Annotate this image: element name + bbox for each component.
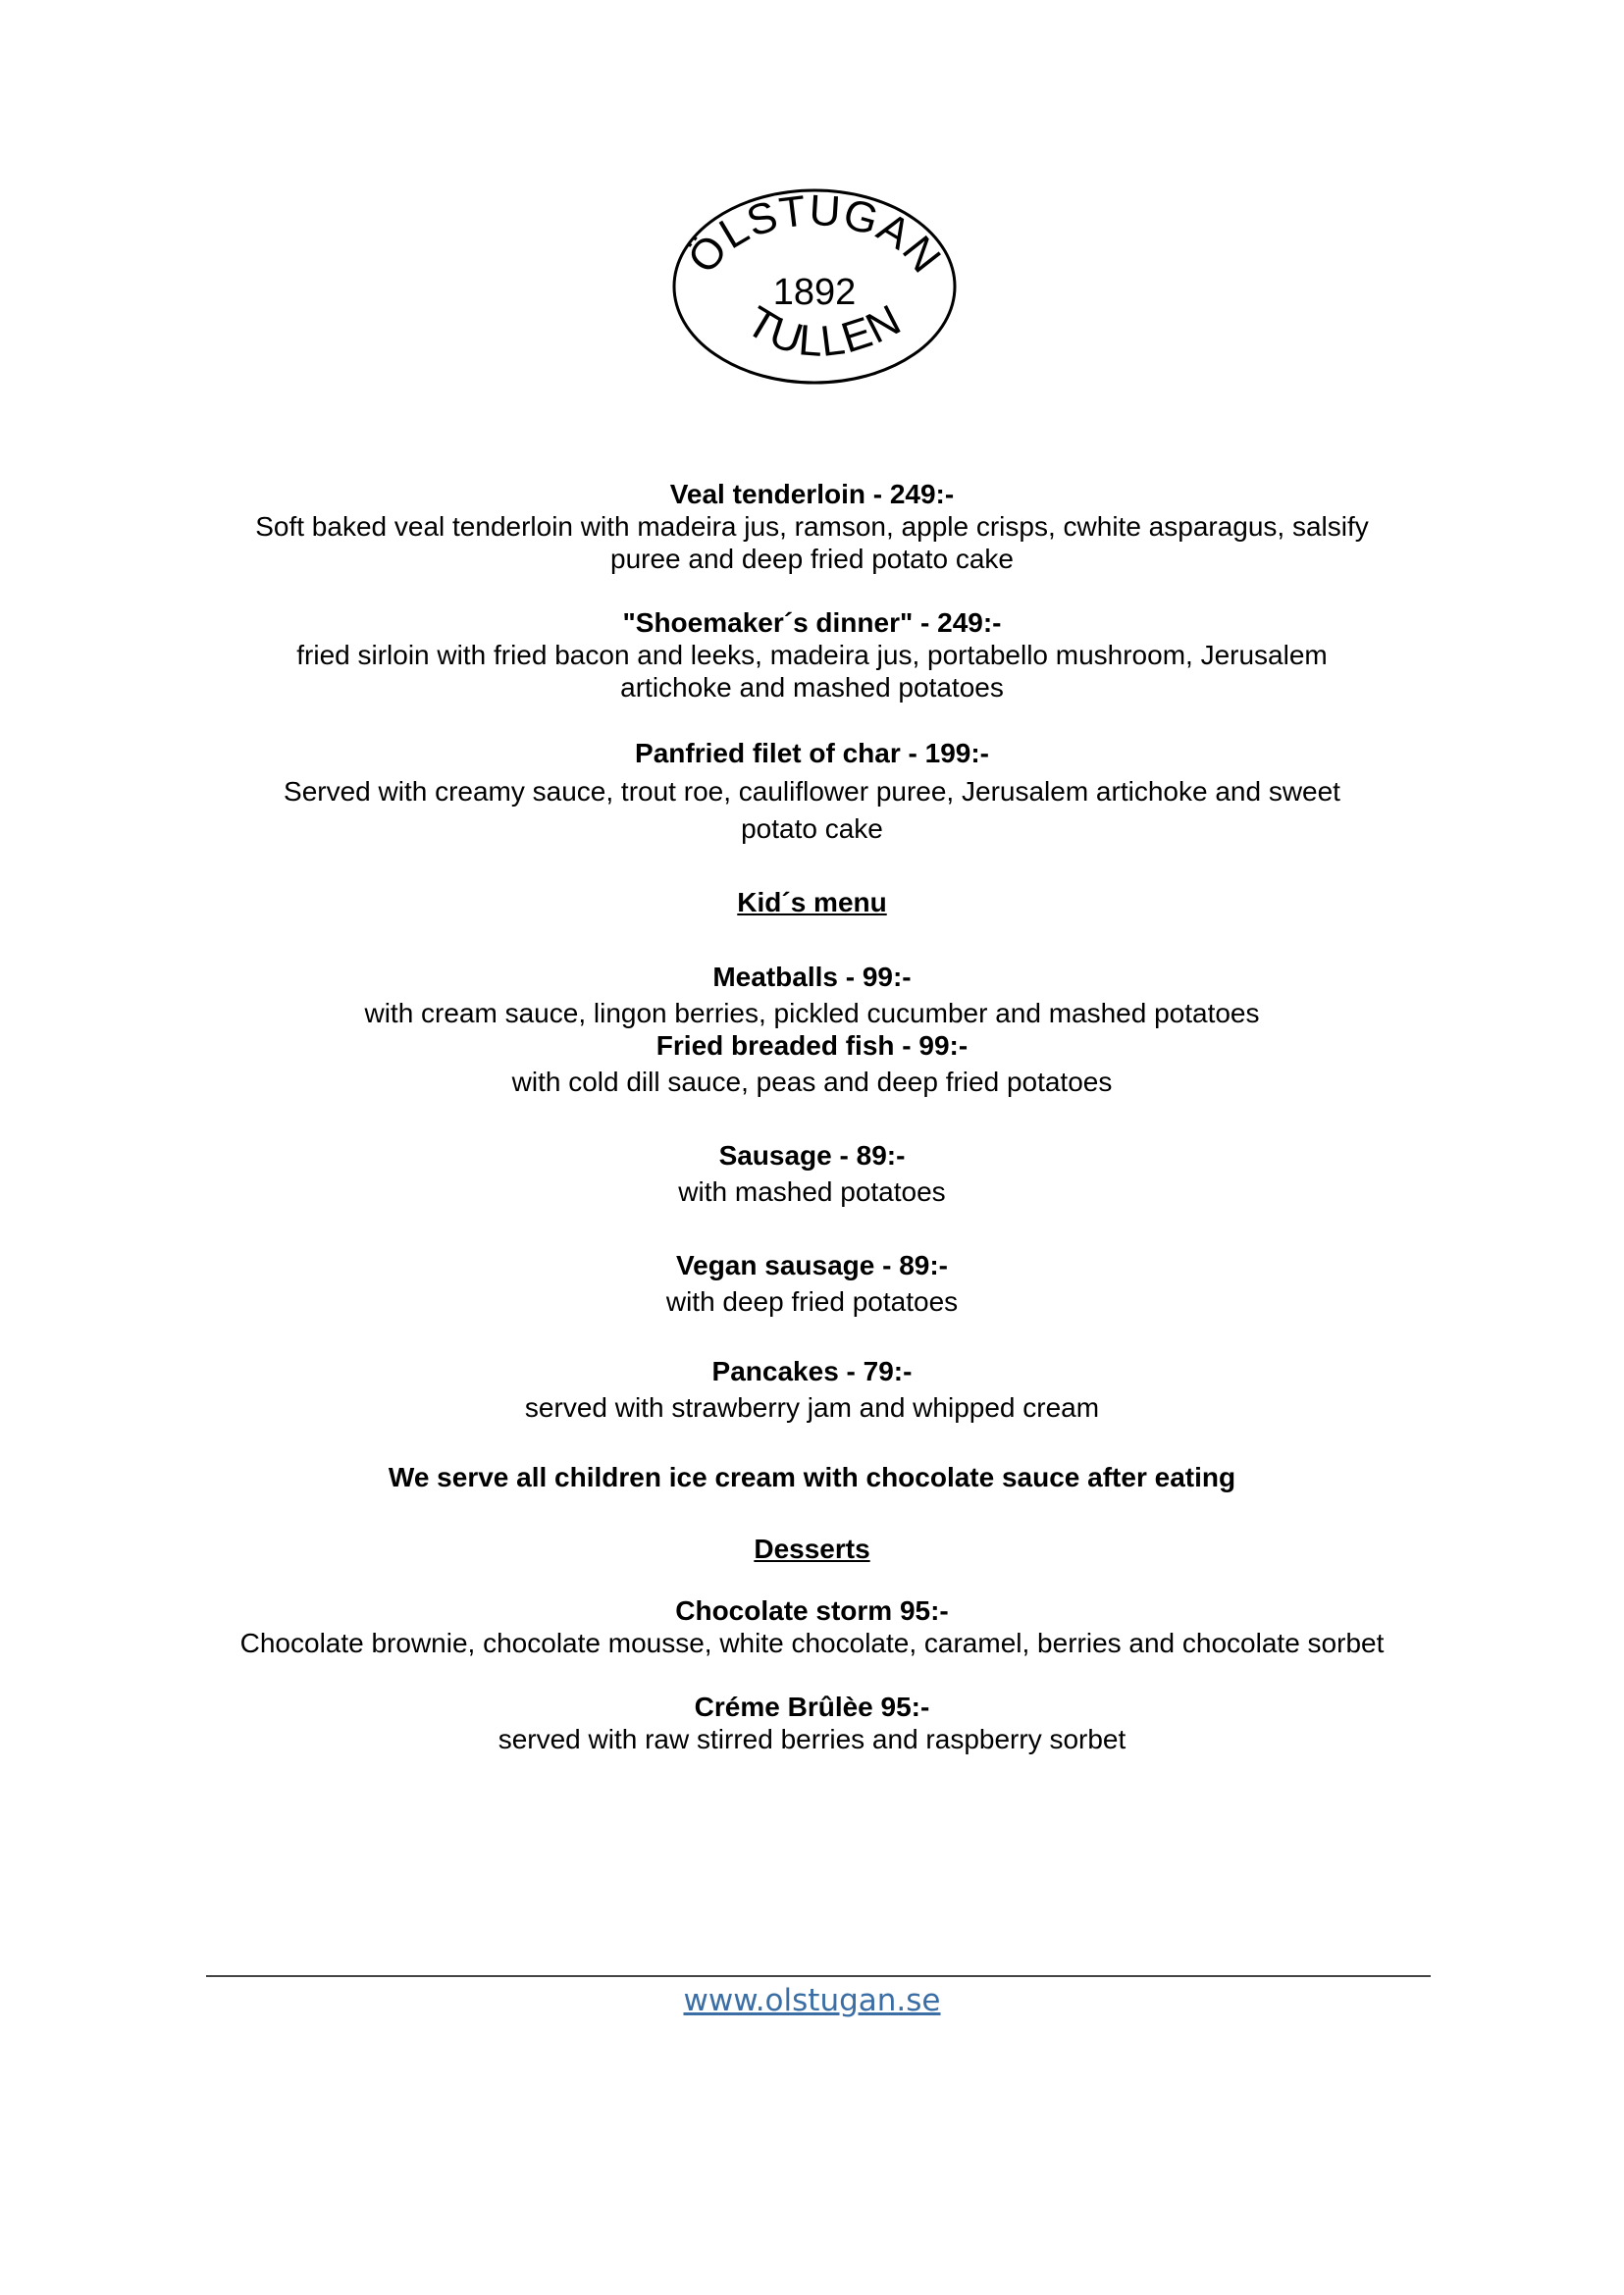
menu-item-title: "Shoemaker´s dinner" - 249:- <box>622 607 1002 638</box>
menu-item-title: Fried breaded fish - 99:- <box>655 1030 969 1061</box>
menu-content <box>157 478 1467 1755</box>
desserts-heading: Desserts <box>754 1534 870 1564</box>
menu-item-description: with deep fried potatoes <box>665 1286 959 1317</box>
ice-cream-notice: We serve all children ice cream with chocolate sauce after eating <box>388 1462 1236 1492</box>
menu-item-description: served with strawberry jam and whipped cream <box>524 1392 1100 1423</box>
menu-item-title: Sausage - 89:- <box>718 1140 906 1171</box>
menu-item-description: artichoke and mashed potatoes <box>620 672 1004 703</box>
menu-item-title: Créme Brûlèe 95:- <box>694 1692 930 1722</box>
logo-year: 1892 <box>772 272 857 313</box>
menu-item-title: Pancakes - 79:- <box>711 1356 913 1386</box>
menu-item-description: Served with creamy sauce, trout roe, cauliflower puree, Jerusalem artichoke and sweet <box>284 776 1340 807</box>
website-link[interactable]: www.olstugan.se <box>683 1983 941 2018</box>
menu-item-description: served with raw stirred berries and raspberry sorbet <box>498 1724 1126 1754</box>
menu-item-description: fried sirloin with fried bacon and leeks, madeira jus, portabello mushroom, Jerusalem <box>296 640 1328 670</box>
logo-top-text: ÖLSTUGAN <box>678 185 951 283</box>
menu-item-title: Vegan sausage - 89:- <box>675 1250 948 1280</box>
menu-item-description: puree and deep fried potato cake <box>610 544 1014 574</box>
menu-item-title: Chocolate storm 95:- <box>675 1595 949 1626</box>
olstugan-logo <box>667 177 962 397</box>
menu-item-description: Chocolate brownie, chocolate mousse, white chocolate, caramel, berries and chocolate sorbet <box>239 1628 1385 1658</box>
footer-divider <box>206 1975 1431 1977</box>
menu-item-title: Panfried filet of char - 199:- <box>635 738 989 768</box>
menu-item-description: with cold dill sauce, peas and deep fried potatoes <box>511 1067 1113 1097</box>
menu-item-description: Soft baked veal tenderloin with madeira jus, ramson, apple crisps, cwhite asparagus, salsify <box>255 511 1369 542</box>
menu-item-description: with mashed potatoes <box>678 1176 946 1207</box>
menu-item-title: Veal tenderloin - 249:- <box>669 479 955 509</box>
kids-menu-heading: Kid´s menu <box>737 887 887 917</box>
svg-text:ÖLSTUGAN <box>678 186 950 283</box>
logo-bottom-text: TULLEN <box>738 295 910 367</box>
menu-item-description: with cream sauce, lingon berries, pickled cucumber and mashed potatoes <box>364 998 1260 1028</box>
menu-item-title: Meatballs - 99:- <box>712 962 912 992</box>
menu-item-description: potato cake <box>741 813 883 844</box>
